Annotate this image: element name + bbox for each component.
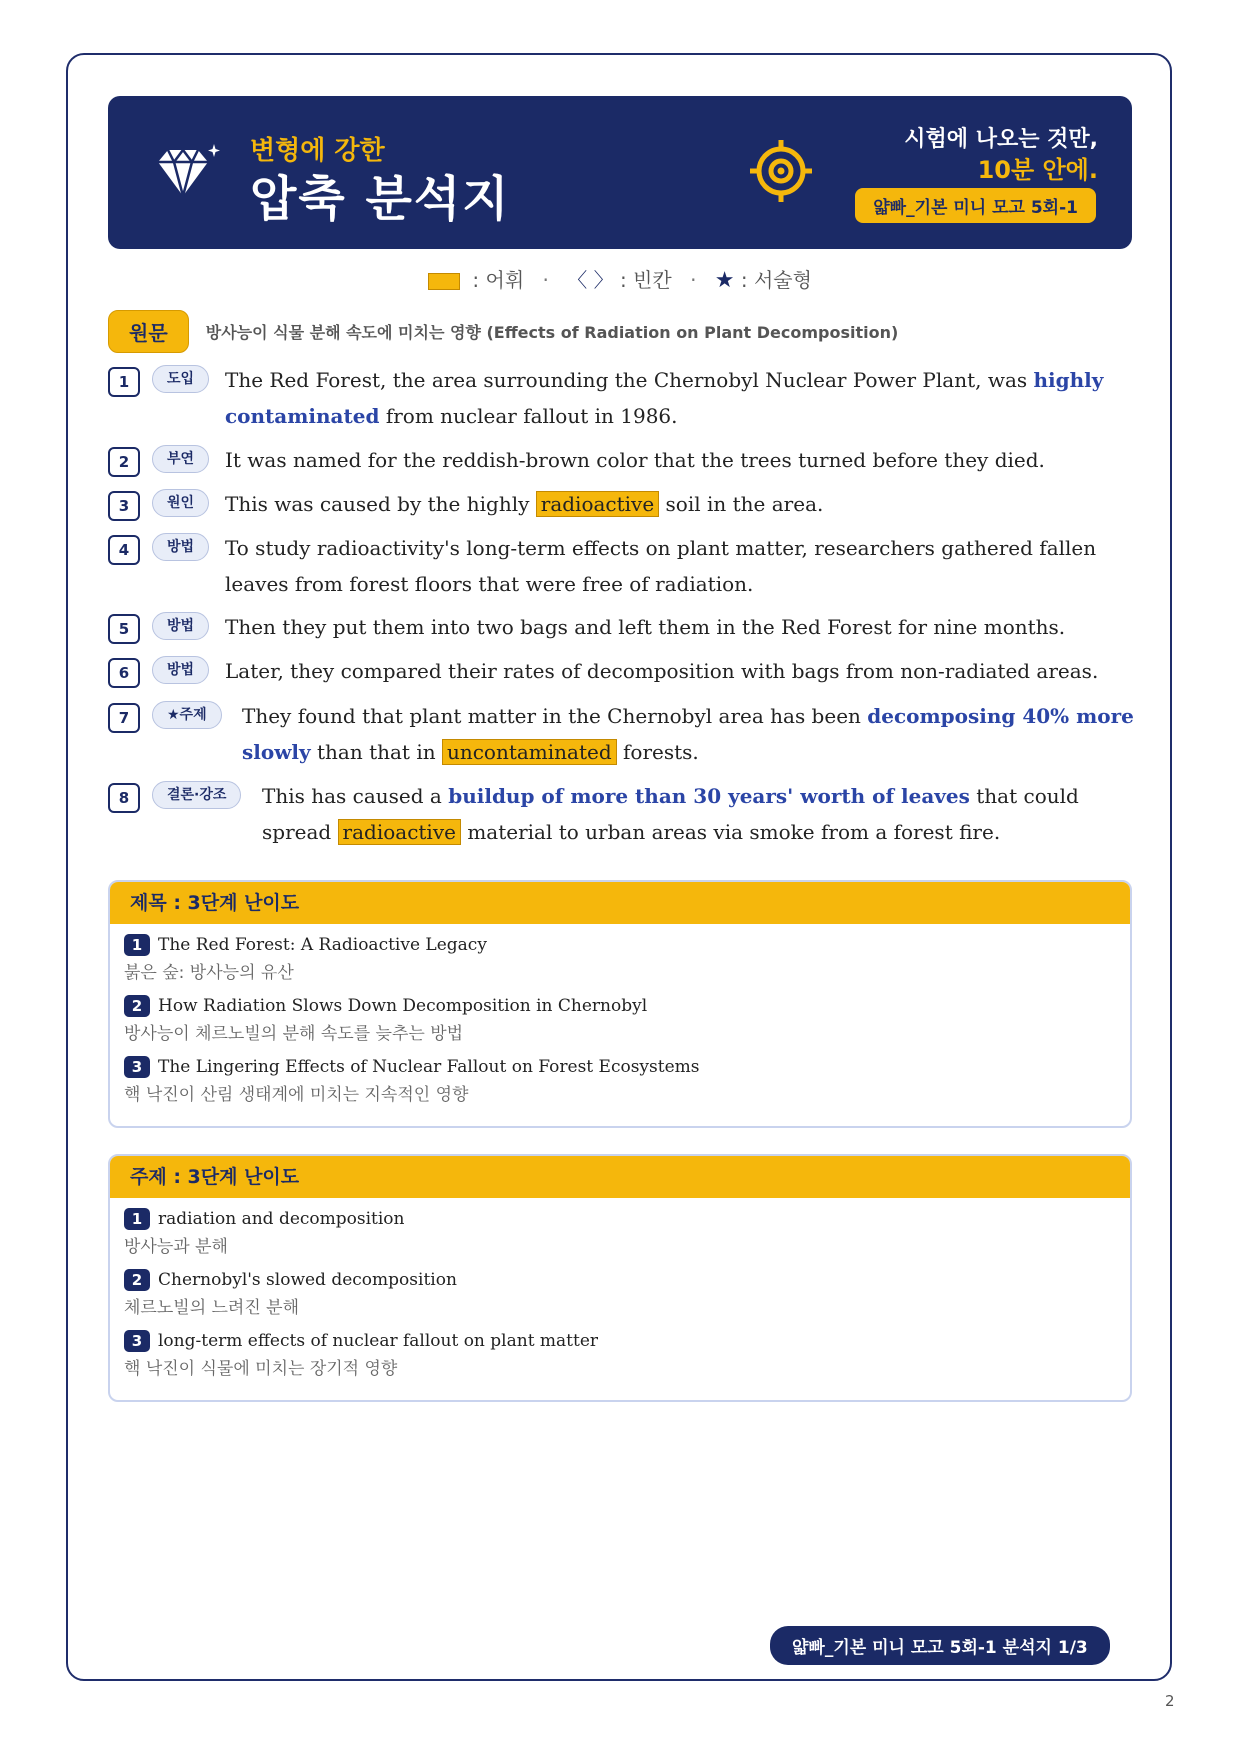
sentence-number: 6 (108, 658, 140, 688)
legend-blank: : 빈칸 (619, 268, 672, 292)
sentence-row (108, 362, 1138, 434)
sentence-role-tag: 방법 (152, 612, 209, 640)
sentence-text: It was named for the reddish-brown color that the trees turned before they died. (225, 448, 1045, 472)
option-number: 3 (124, 1056, 150, 1078)
sentence-row (108, 486, 1138, 522)
sentence-row (108, 442, 1138, 478)
tagline-line1: 시험에 나오는 것만, (904, 127, 1098, 152)
sentence-number: 3 (108, 491, 140, 521)
original-title: 방사능이 식물 분해 속도에 미치는 영향 (Effects of Radiation on Plant Decomposition) (205, 323, 899, 342)
option-korean: 핵 낙진이 산림 생태계에 미치는 지속적인 영향 (124, 1085, 469, 1105)
option-english: radiation and decomposition (158, 1209, 405, 1229)
option-korean: 핵 낙진이 식물에 미치는 장기적 영향 (124, 1359, 398, 1379)
legend (0, 264, 1240, 293)
header-subtitle: 변형에 강한 (250, 136, 385, 166)
footer-label: 얇빠_기본 미니 모고 5회-1 분석지 1/3 (770, 1626, 1110, 1665)
legend-vocab: : 어휘 (472, 268, 525, 292)
option-item (124, 1269, 1116, 1318)
option-item (124, 995, 1116, 1044)
option-korean: 체르노빌의 느려진 분해 (124, 1298, 300, 1318)
option-item (124, 1056, 1116, 1105)
star-icon: ★ (714, 268, 735, 293)
sentence-text: The Red Forest, the area surrounding the Chernobyl Nuclear Power Plant, was highly contaminated from nuclear fallout in 1986. (225, 368, 1104, 428)
option-number: 2 (124, 1269, 150, 1291)
title-options (110, 924, 1130, 1105)
option-item (124, 934, 1116, 983)
sentence-row (108, 778, 1138, 850)
sentence-text: To study radioactivity's long-term effects on plant matter, researchers gathered fallen leaves from forest floors that were free of radiation. (225, 536, 1097, 596)
option-number: 3 (124, 1330, 150, 1352)
legend-separator: · (542, 268, 549, 292)
legend-blank-symbol: 〈 〉 (567, 268, 614, 292)
header-banner (108, 96, 1132, 249)
sentence-number: 4 (108, 535, 140, 565)
option-english: The Red Forest: A Radioactive Legacy (158, 935, 487, 955)
option-number: 2 (124, 995, 150, 1017)
sentence-number: 7 (108, 703, 140, 733)
option-number: 1 (124, 934, 150, 956)
title-options-box (108, 880, 1132, 1128)
original-heading (108, 310, 898, 353)
page-number: 2 (1165, 1692, 1175, 1710)
option-english: The Lingering Effects of Nuclear Fallout on Forest Ecosystems (158, 1057, 700, 1077)
sentence-role-tag: 도입 (152, 365, 209, 393)
sentence-text: Then they put them into two bags and left them in the Red Forest for nine months. (225, 615, 1066, 639)
page-frame (66, 53, 1172, 1681)
sentence-role-tag: 방법 (152, 533, 209, 561)
sentence-role-tag: 결론·강조 (152, 781, 241, 809)
legend-essay: : 서술형 (740, 268, 812, 292)
sentence-text: Later, they compared their rates of decomposition with bags from non-radiated areas. (225, 659, 1099, 683)
diamond-icon (158, 140, 220, 202)
option-korean: 방사능이 체르노빌의 분해 속도를 늦추는 방법 (124, 1024, 464, 1044)
sentence-role-tag: ★주제 (152, 701, 222, 729)
sentence-row (108, 530, 1138, 602)
sentence-number: 5 (108, 614, 140, 644)
topic-options (110, 1198, 1130, 1379)
option-item (124, 1330, 1116, 1379)
tagline-line2: 10분 안에. (977, 156, 1098, 184)
option-item (124, 1208, 1116, 1257)
sentence-number: 2 (108, 447, 140, 477)
sentence-number: 8 (108, 783, 140, 813)
original-badge: 원문 (108, 310, 189, 353)
option-number: 1 (124, 1208, 150, 1230)
option-english: long-term effects of nuclear fallout on plant matter (158, 1331, 599, 1351)
exam-label: 얇빠_기본 미니 모고 5회-1 (855, 188, 1096, 223)
target-icon (748, 138, 814, 204)
sentence-text: This has caused a buildup of more than 30 years' worth of leaves that could spread radioactive material to urban areas via smoke from a forest fire. (262, 784, 1079, 844)
option-korean: 붉은 숲: 방사능의 유산 (124, 963, 294, 983)
option-korean: 방사능과 분해 (124, 1237, 228, 1257)
option-english: Chernobyl's slowed decomposition (158, 1270, 457, 1290)
topic-box-heading: 주제 : 3단계 난이도 (110, 1156, 1130, 1198)
title-box-heading: 제목 : 3단계 난이도 (110, 882, 1130, 924)
sentence-role-tag: 원인 (152, 489, 209, 517)
legend-separator: · (690, 268, 697, 292)
sentence-text: They found that plant matter in the Chernobyl area has been decomposing 40% more slowly than that in uncontaminated forests. (242, 704, 1134, 764)
highlight-swatch (428, 273, 460, 290)
sentence-role-tag: 부연 (152, 445, 209, 473)
page-title: 압축 분석지 (250, 171, 511, 227)
sentence-text: This was caused by the highly radioactive soil in the area. (225, 492, 824, 516)
topic-options-box (108, 1154, 1132, 1402)
sentence-number: 1 (108, 367, 140, 397)
sentence-row (108, 653, 1138, 689)
sentence-role-tag: 방법 (152, 656, 209, 684)
sentence-row (108, 609, 1138, 645)
option-english: How Radiation Slows Down Decomposition in Chernobyl (158, 996, 648, 1016)
sentence-row (108, 698, 1138, 770)
